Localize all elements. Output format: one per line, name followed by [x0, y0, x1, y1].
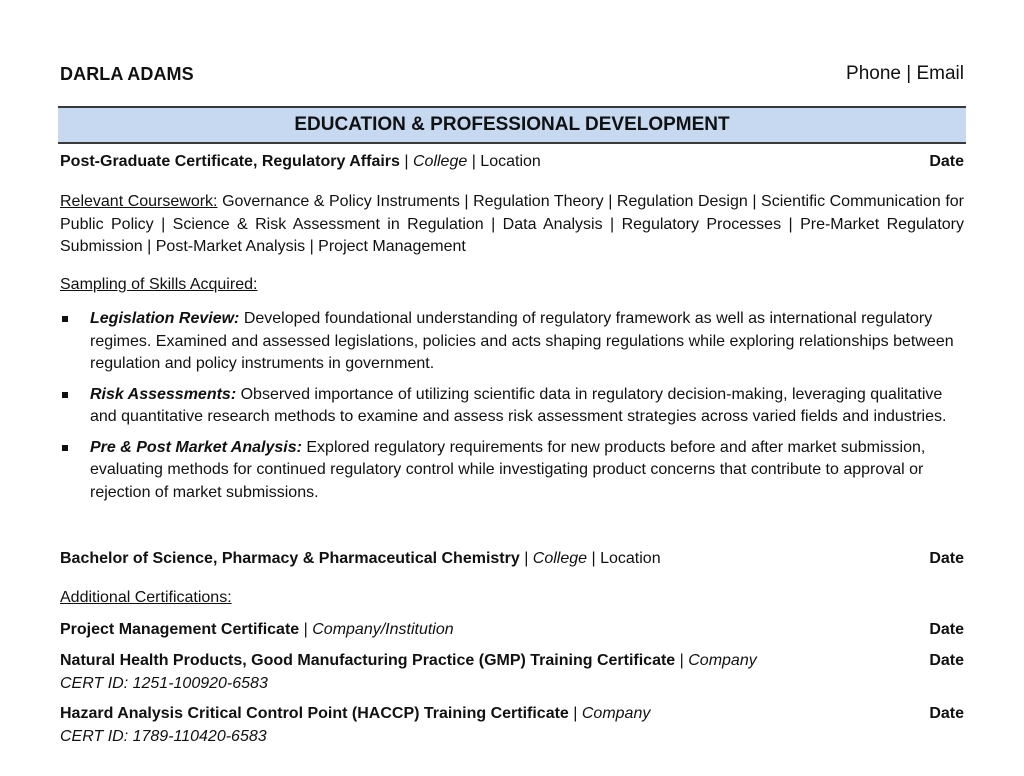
- candidate-name: DARLA ADAMS: [60, 63, 194, 84]
- cert-org: Company: [581, 705, 651, 722]
- section-banner: [58, 106, 966, 144]
- cert-line: [60, 705, 650, 723]
- cert-line: [60, 652, 757, 670]
- certs-heading: [60, 589, 964, 607]
- cert-title: Project Management Certificate: [60, 621, 300, 638]
- bsc-date: Date: [929, 550, 964, 567]
- pg-cert-location: Location: [480, 153, 541, 170]
- cert-title: Natural Health Products, Good Manufacturing Practice (GMP) Training Certificate: [60, 652, 676, 669]
- cert-sep: |: [675, 652, 689, 669]
- contact-info: Phone | Email: [846, 63, 964, 84]
- bsc-row: [60, 550, 964, 568]
- pg-cert-title: Post-Graduate Certificate, Regulatory Affairs: [60, 153, 400, 170]
- coursework-text: Governance & Policy Instruments | Regulation Theory | Regulation Design | Scientific Communication for Public Policy | Science & Risk Assessment in Regulation | Data Analysis | Regulatory Processes | Pre-Market Regulatory Submission | Post-Market Analysis | Project Management: [60, 193, 965, 255]
- pg-cert-sep2: |: [467, 153, 481, 170]
- skill-title: Legislation Review:: [90, 310, 240, 327]
- section-title: EDUCATION & PROFESSIONAL DEVELOPMENT: [294, 114, 730, 135]
- skills-label: Sampling of Skills Acquired:: [60, 276, 258, 293]
- cert-org: Company/Institution: [312, 621, 454, 638]
- cert-id-line: [60, 728, 964, 746]
- skill-text: Explored regulatory requirements for new products before and after market submission, evaluating methods for continued regulatory control while investigating product concerns that contribute to approval or rejection of market submissions.: [90, 438, 926, 501]
- cert-date: Date: [929, 621, 964, 638]
- cert-row: [60, 705, 964, 723]
- cert-row: [60, 621, 964, 639]
- square-bullet-icon: [62, 392, 68, 398]
- skill-title: Pre & Post Market Analysis:: [90, 438, 302, 456]
- square-bullet-icon: [62, 316, 68, 322]
- coursework-paragraph: [60, 191, 964, 259]
- pg-cert-line: [60, 153, 541, 171]
- bsc-line: [60, 550, 661, 568]
- cert-id-line: [60, 675, 964, 693]
- cert-sep: |: [568, 705, 582, 722]
- cert-id: CERT ID: 1789-110420-6583: [60, 728, 267, 745]
- square-bullet-icon: [62, 445, 68, 451]
- pg-cert-sep1: |: [399, 153, 413, 170]
- cert-sep: |: [299, 621, 313, 638]
- skills-list: [60, 308, 964, 512]
- pg-cert-row: [60, 153, 964, 171]
- cert-line: [60, 621, 454, 639]
- cert-id: CERT ID: 1251-100920-6583: [60, 675, 268, 692]
- cert-row: [60, 652, 964, 670]
- skill-title: Risk Assessments:: [90, 385, 237, 403]
- cert-date: Date: [929, 705, 964, 722]
- bsc-title: Bachelor of Science, Pharmacy & Pharmaceutical Chemistry: [60, 550, 520, 567]
- bsc-sep2: |: [587, 550, 601, 567]
- certs-label: Additional Certifications:: [60, 589, 232, 606]
- cert-title: Hazard Analysis Critical Control Point (HACCP) Training Certificate: [60, 705, 569, 722]
- bsc-location: Location: [600, 550, 661, 567]
- skill-item: [60, 384, 964, 429]
- skills-heading: [60, 276, 964, 294]
- bsc-sep1: |: [519, 550, 533, 567]
- pg-cert-school: College: [412, 153, 468, 170]
- cert-date: Date: [929, 652, 964, 669]
- cert-org: Company: [688, 652, 757, 669]
- skill-text: Observed importance of utilizing scientific data in regulatory decision-making, leveraging qualitative and quantitative research methods to examine and assess risk assessment strategies across varied fields and industries.: [90, 385, 947, 425]
- skill-item: [60, 437, 964, 505]
- resume-header: [60, 62, 964, 86]
- skill-text: Developed foundational understanding of regulatory framework as well as international regulatory regimes. Examined and assessed legislations, policies and acts shaping regulations while exploring relationships between regulation and policy instruments in government.: [90, 310, 954, 372]
- coursework-label: Relevant Coursework:: [60, 193, 218, 210]
- pg-cert-date: Date: [929, 153, 964, 170]
- skill-item: [60, 308, 964, 376]
- bsc-school: College: [532, 550, 588, 567]
